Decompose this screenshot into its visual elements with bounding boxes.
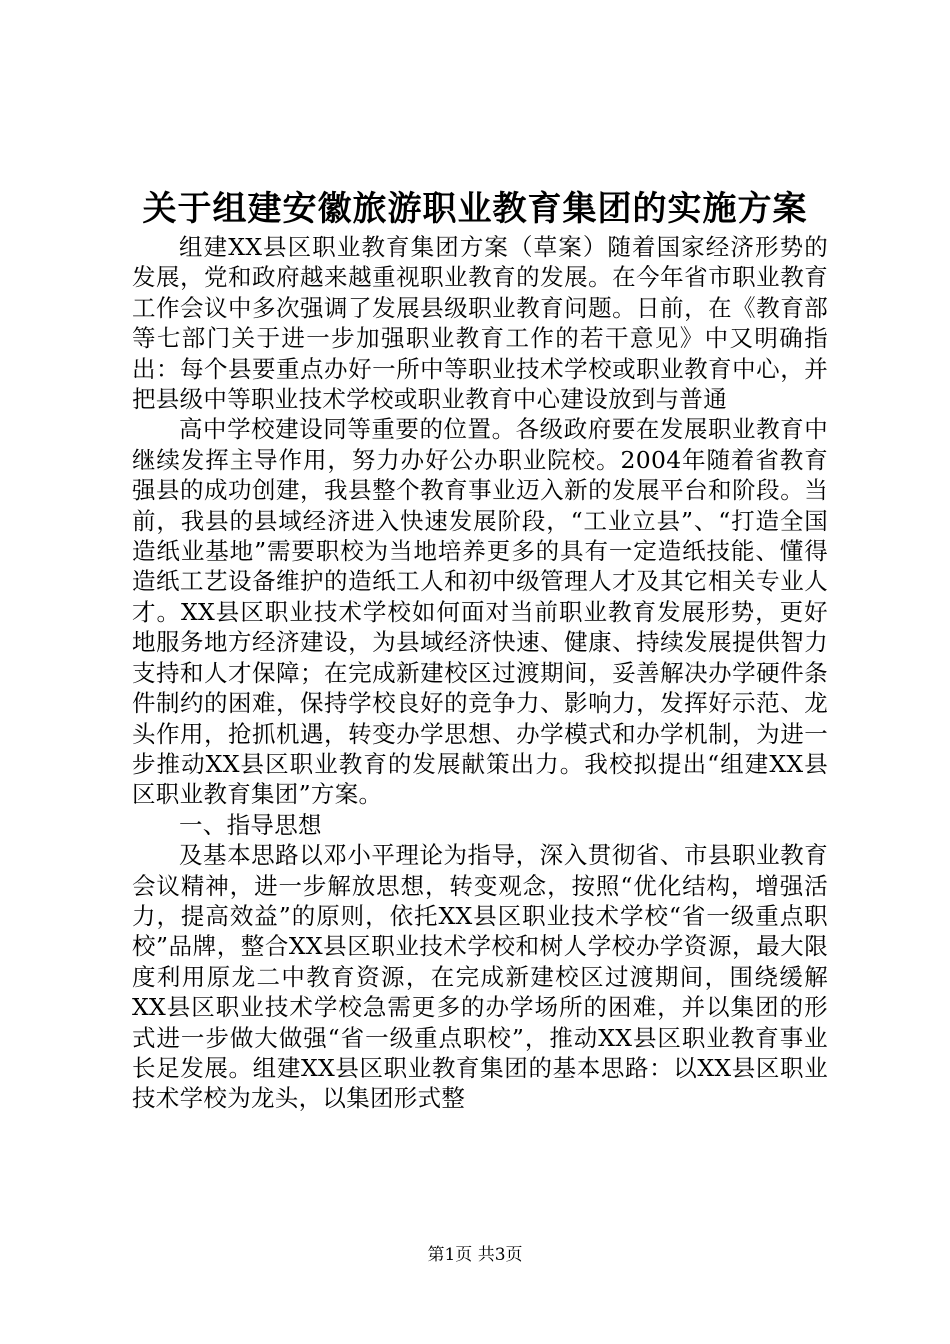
paragraph: 高中学校建设同等重要的位置。各级政府要在发展职业教育中继续发挥主导作用，努力办好公办职业院校。2004年随着省教育强县的成功创建，我县整个教育事业迈入新的发展平台和阶段。当前，我县的县域经济进入快速发展阶段，“工业立县”、“打造全国造纸业基地”需要职校为当地培养更多的具有一定造纸技能、懂得造纸工艺设备维护的造纸工人和初中级管理人才及其它相关专业人才。XX县区职业技术学校如何面对当前职业教育发展形势，更好地服务地方经济建设，为县域经济快速、健康、持续发展提供智力支持和人才保障；在完成新建校区过渡期间，妥善解决办学硬件条件制约的困难，保持学校良好的竞争力、影响力，发挥好示范、龙头作用，抢抓机遇，转变办学思想、办学模式和办学机制，为进一步推动XX县区职业教育的发展献策出力。我校拟提出“组建XX县区职业教育集团”方案。 (132, 415, 828, 809)
paragraph: 及基本思路以邓小平理论为指导，深入贯彻省、市县职业教育会议精神，进一步解放思想，转变观念，按照“优化结构，增强活力，提高效益”的原则，依托XX县区职业技术学校“省一级重点职校”品牌，整合XX县区职业技术学校和树人学校办学资源，最大限度利用原龙二中教育资源，在完成新建校区过渡期间，围绕缓解XX县区职业技术学校急需更多的办学场所的困难，并以集团的形式进一步做大做强“省一级重点职校”，推动XX县区职业教育事业长足发展。组建XX县区职业教育集团的基本思路：以XX县区职业技术学校为龙头，以集团形式整 (132, 841, 828, 1113)
section-heading: 一、指导思想 (179, 810, 322, 839)
paragraph: 组建XX县区职业教育集团方案（草案）随着国家经济形势的发展，党和政府越来越重视职业教育的发展。在今年省市职业教育工作会议中多次强调了发展县级职业教育问题。日前，在《教育部等七部门关于进一步加强职业教育工作的若干意见》中又明确指出：每个县要重点办好一所中等职业技术学校或职业教育中心，并把县级中等职业技术学校或职业教育中心建设放到与普通 (132, 233, 828, 414)
document-title: 关于组建安徽旅游职业教育集团的实施方案 (142, 189, 808, 229)
page-number: 第1页 共3页 (427, 1245, 523, 1265)
document-body (132, 232, 828, 1114)
